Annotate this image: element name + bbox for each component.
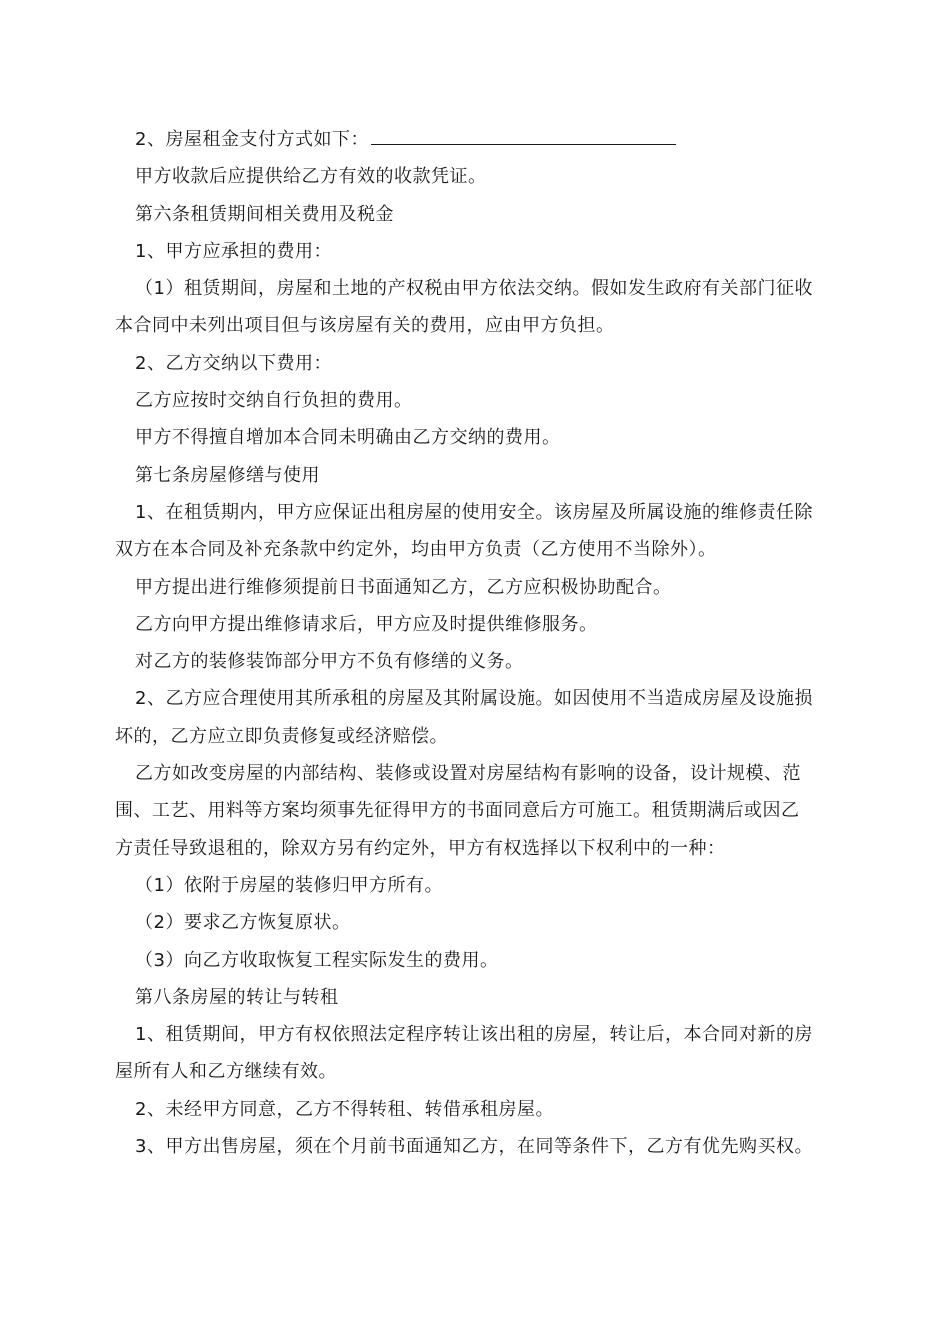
paragraph-line <box>115 979 840 1016</box>
paragraph-line <box>115 643 840 680</box>
paragraph-line <box>115 867 840 904</box>
paragraph-line <box>115 755 840 792</box>
paragraph-line <box>115 942 840 979</box>
line-text: （3）向乙方收取恢复工程实际发生的费用。 <box>135 949 499 971</box>
line-text: 乙方应按时交纳自行负担的费用。 <box>135 390 413 412</box>
line-text: 2、未经甲方同意，乙方不得转租、转借承租房屋。 <box>135 1098 554 1120</box>
line-text: 方责任导致退租的，除双方另有约定外，甲方有权选择以下权利中的一种： <box>115 837 726 859</box>
line-text: 2、房屋租金支付方式如下： <box>135 129 369 150</box>
line-text: 1、在租赁期内，甲方应保证出租房屋的使用安全。该房屋及所属设施的维修责任除 <box>135 501 813 523</box>
line-text: 屋所有人和乙方继续有效。 <box>115 1061 337 1083</box>
line-text: 对乙方的装修装饰部分甲方不负有修缮的义务。 <box>135 651 524 673</box>
line-text: 3、甲方出售房屋，须在个月前书面通知乙方，在同等条件下，乙方有优先购买权。 <box>135 1136 813 1158</box>
paragraph-line <box>115 792 840 829</box>
line-text: 双方在本合同及补充条款中约定外，均由甲方负责（乙方使用不当除外）。 <box>115 539 717 561</box>
fill-in-blank <box>371 128 676 145</box>
line-text: 乙方如改变房屋的内部结构、装修或设置对房屋结构有影响的设备，设计规模、范 <box>135 763 801 785</box>
line-text: （1）依附于房屋的装修归甲方所有。 <box>135 874 443 896</box>
line-text: 第七条房屋修缮与使用 <box>135 464 320 486</box>
paragraph-line <box>115 494 840 531</box>
line-text: 第六条租赁期间相关费用及税金 <box>135 203 394 225</box>
paragraph-line <box>115 904 840 941</box>
paragraph-line <box>115 233 840 270</box>
paragraph-line <box>115 307 840 344</box>
paragraph-line <box>115 830 840 867</box>
line-text: 甲方不得擅自增加本合同未明确由乙方交纳的费用。 <box>135 427 561 449</box>
paragraph-line <box>115 531 840 568</box>
paragraph-line <box>115 606 840 643</box>
line-text: （1）租赁期间，房屋和土地的产权税由甲方依法交纳。假如发生政府有关部门征收 <box>135 278 813 300</box>
line-text: （2）要求乙方恢复原状。 <box>135 912 351 934</box>
line-text: 第八条房屋的转让与转租 <box>135 986 339 1008</box>
paragraph-line <box>115 345 840 382</box>
line-text: 本合同中未列出项目但与该房屋有关的费用，应由甲方负担。 <box>115 315 615 337</box>
paragraph-line <box>115 419 840 456</box>
paragraph-line <box>115 382 840 419</box>
paragraph-line <box>115 158 840 195</box>
paragraph-line <box>115 569 840 606</box>
paragraph-line <box>115 1091 840 1128</box>
paragraph-line <box>115 1053 840 1090</box>
paragraph-line <box>115 457 840 494</box>
line-text: 甲方收款后应提供给乙方有效的收款凭证。 <box>135 166 487 188</box>
paragraph-line <box>115 1016 840 1053</box>
line-text: 2、乙方应合理使用其所承租的房屋及其附属设施。如因使用不当造成房屋及设施损 <box>135 688 813 710</box>
paragraph-line <box>115 121 840 158</box>
line-text: 乙方向甲方提出维修请求后，甲方应及时提供维修服务。 <box>135 613 598 635</box>
line-text: 坏的，乙方应立即负责修复或经济赔偿。 <box>115 725 448 747</box>
paragraph-line <box>115 270 840 307</box>
line-text: 围、工艺、用料等方案均须事先征得甲方的书面同意后方可施工。租赁期满后或因乙 <box>115 800 800 822</box>
document-body <box>115 121 840 1165</box>
paragraph-line <box>115 1128 840 1165</box>
paragraph-line <box>115 718 840 755</box>
line-text: 甲方提出进行维修须提前日书面通知乙方，乙方应积极协助配合。 <box>135 576 672 598</box>
line-text: 1、甲方应承担的费用： <box>135 240 332 262</box>
line-text: 2、乙方交纳以下费用： <box>135 352 332 374</box>
paragraph-line <box>115 196 840 233</box>
line-text: 1、租赁期间，甲方有权依照法定程序转让该出租的房屋，转让后，本合同对新的房 <box>135 1024 813 1046</box>
paragraph-line <box>115 680 840 717</box>
